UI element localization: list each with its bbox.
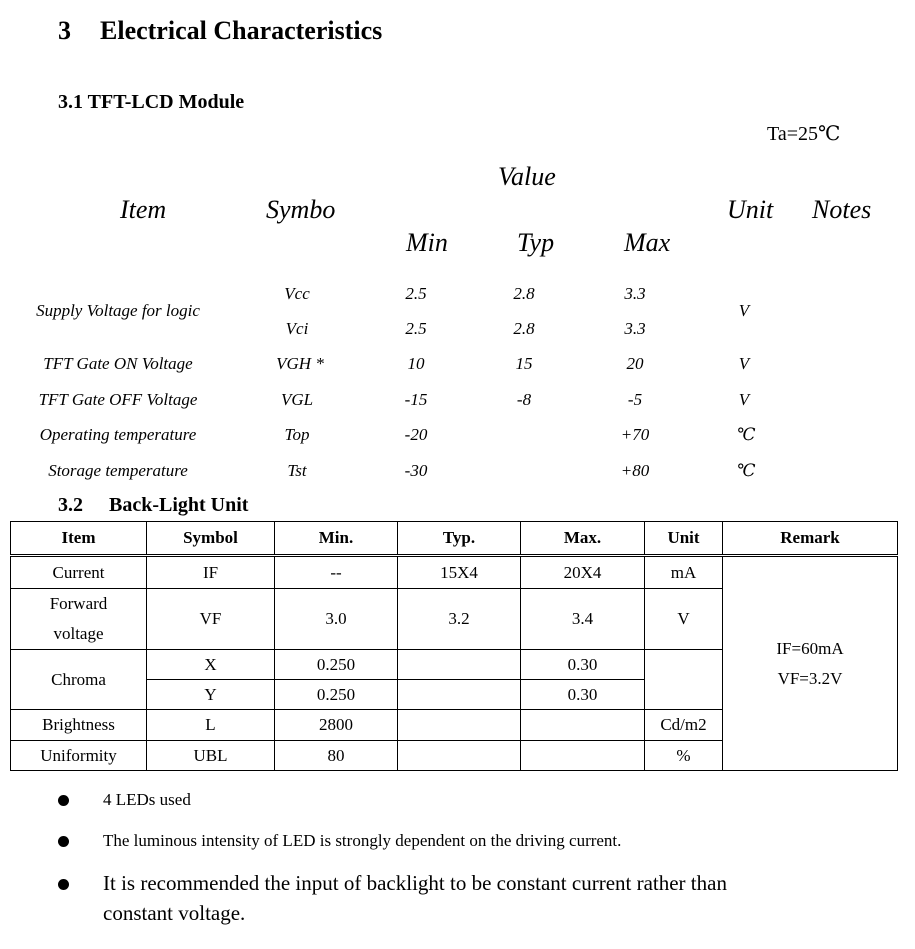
cell-min: 80	[275, 741, 398, 771]
tft-row-max: 3.3	[624, 319, 646, 338]
tft-row-max: 20	[626, 354, 644, 373]
cell-item: Brightness	[11, 710, 147, 741]
cell-remark	[723, 556, 898, 771]
tft-row-unit: V	[738, 301, 750, 320]
cell-min: 0.250	[275, 650, 398, 680]
header-unit: Unit	[727, 195, 774, 224]
tft-row-symbol: Vci	[285, 319, 309, 338]
cell-symbol: L	[147, 710, 275, 741]
remark-line: VF=3.2V	[777, 668, 843, 688]
cell-max: 3.4	[521, 589, 645, 650]
header-value: Value	[498, 162, 556, 191]
tft-row-max: -5	[627, 390, 643, 409]
temperature-condition: Ta=25℃	[767, 123, 841, 145]
cell-min: 2800	[275, 710, 398, 741]
section-heading	[58, 16, 382, 46]
cell-max: 0.30	[521, 680, 645, 710]
tft-row-symbol: VGH *	[276, 354, 324, 373]
item-line: voltage	[53, 624, 104, 643]
header-typ: Typ	[517, 228, 555, 257]
cell-unit: V	[645, 589, 723, 650]
cell-typ	[398, 710, 521, 741]
tft-heading: 3.1 TFT-LCD Module	[58, 91, 245, 113]
tft-row-symbol: Top	[284, 425, 310, 444]
header-notes: Notes	[812, 195, 872, 224]
cell-typ	[398, 680, 521, 710]
tft-row-item: TFT Gate OFF Voltage	[38, 390, 198, 409]
tft-row-symbol: Tst	[287, 461, 307, 480]
tft-row-item: TFT Gate ON Voltage	[43, 354, 193, 373]
cell-unit: mA	[645, 556, 723, 589]
bullet-dot-icon	[58, 795, 69, 806]
col-symbol: Symbol	[147, 522, 275, 556]
tft-row-min: 2.5	[405, 284, 427, 303]
cell-symbol: UBL	[147, 741, 275, 771]
cell-item: Uniformity	[11, 741, 147, 771]
item-line: Forward	[49, 594, 108, 613]
cell-unit: Cd/m2	[645, 710, 723, 741]
bullet-text: constant voltage.	[103, 901, 246, 925]
tft-row-unit: ℃	[736, 425, 756, 444]
backlight-table	[10, 521, 898, 771]
cell-symbol: VF	[147, 589, 275, 650]
backlight-number: 3.2	[58, 494, 83, 516]
backlight-heading	[58, 494, 248, 517]
tft-row-item: Storage temperature	[48, 461, 188, 480]
cell-typ: 3.2	[398, 589, 521, 650]
cell-min: 3.0	[275, 589, 398, 650]
col-max: Max.	[521, 522, 645, 556]
header-symbol: Symbo	[266, 195, 336, 224]
tft-row-min: -30	[404, 461, 428, 480]
cell-max	[521, 710, 645, 741]
cell-unit	[645, 650, 723, 710]
tft-row-min: -20	[404, 425, 428, 444]
cell-item: Chroma	[11, 650, 147, 710]
header-max: Max	[624, 228, 671, 257]
bullet-dot-icon	[58, 879, 69, 890]
cell-symbol: Y	[147, 680, 275, 710]
table-row	[11, 556, 898, 589]
backlight-title: Back-Light Unit	[109, 494, 249, 516]
cell-max: 20X4	[521, 556, 645, 589]
tft-row-item: Supply Voltage for logic	[36, 301, 200, 320]
cell-symbol: X	[147, 650, 275, 680]
tft-row-max: +70	[620, 425, 650, 444]
header-item: Item	[120, 195, 167, 224]
cell-item: Current	[11, 556, 147, 589]
tft-row-symbol: Vcc	[284, 284, 310, 303]
tft-row-min: 2.5	[405, 319, 427, 338]
bullet-dot-icon	[58, 836, 69, 847]
tft-row-typ: 15	[515, 354, 533, 373]
cell-min: --	[275, 556, 398, 589]
tft-row-unit: V	[738, 354, 750, 373]
cell-min: 0.250	[275, 680, 398, 710]
tft-row-unit: ℃	[736, 461, 756, 480]
section-title: Electrical Characteristics	[100, 16, 383, 45]
col-typ: Typ.	[398, 522, 521, 556]
col-unit: Unit	[645, 522, 723, 556]
col-item: Item	[11, 522, 147, 556]
tft-row-max: +80	[620, 461, 650, 480]
tft-row-unit: V	[738, 390, 750, 409]
cell-typ	[398, 741, 521, 771]
remark-line: IF=60mA	[776, 638, 844, 658]
tft-row-typ: -8	[516, 390, 532, 409]
cell-max	[521, 741, 645, 771]
col-remark: Remark	[723, 522, 898, 556]
tft-row-typ: 2.8	[513, 284, 535, 303]
tft-row-max: 3.3	[624, 284, 646, 303]
cell-item	[11, 589, 147, 650]
cell-max: 0.30	[521, 650, 645, 680]
bullet-text: The luminous intensity of LED is strongly dependent on the driving current.	[103, 831, 622, 850]
header-min: Min	[406, 228, 448, 257]
tft-row-min: 10	[407, 354, 425, 373]
col-min: Min.	[275, 522, 398, 556]
tft-row-min: -15	[404, 390, 428, 409]
tft-row-typ: 2.8	[513, 319, 535, 338]
cell-typ: 15X4	[398, 556, 521, 589]
table-header-row	[11, 522, 898, 556]
section-number: 3	[58, 16, 71, 45]
cell-typ	[398, 650, 521, 680]
tft-row-item: Operating temperature	[39, 425, 197, 444]
tft-row-symbol: VGL	[280, 390, 314, 409]
bullet-text: It is recommended the input of backlight to be constant current rather than	[103, 871, 727, 895]
bullet-text: 4 LEDs used	[103, 790, 191, 809]
cell-unit: %	[645, 741, 723, 771]
cell-symbol: IF	[147, 556, 275, 589]
